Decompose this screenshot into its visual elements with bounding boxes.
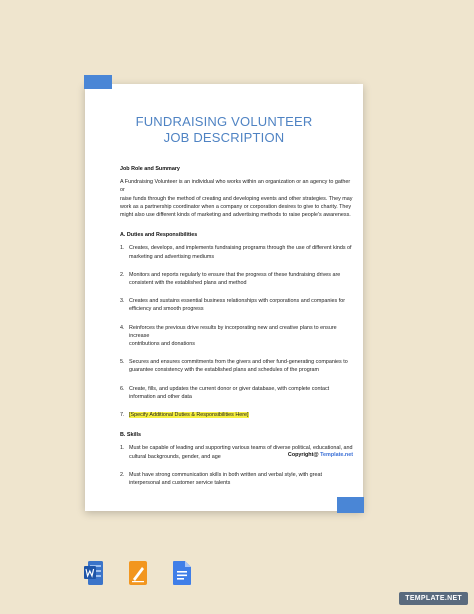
word-icon[interactable] xyxy=(84,560,104,586)
list-number: 4. xyxy=(120,324,125,331)
duty-item xyxy=(120,324,356,349)
summary-line: raise funds through the method of creating and developing events and other strategies. They may xyxy=(120,195,353,202)
duty-item xyxy=(120,297,356,313)
summary-line: A Fundraising Volunteer is an individual who works within an organization or an agency to gather or xyxy=(120,179,351,194)
corner-accent-bottom xyxy=(337,497,364,513)
duty-item xyxy=(120,244,356,260)
duty-item xyxy=(120,385,356,401)
skill-line: interpersonal and customer service talents xyxy=(129,480,231,487)
duty-line: Creates and sustains essential business relationships with corporations and companies for xyxy=(129,298,346,305)
list-number: 3. xyxy=(120,298,125,305)
copyright-label: Copyright@ xyxy=(287,452,319,458)
list-number: 7. xyxy=(120,412,125,419)
watermark-badge: TEMPLATE.NET xyxy=(399,592,468,605)
copyright-line xyxy=(288,452,353,458)
skill-line: Must be capable of leading and supporting various teams of diverse political, educational, and xyxy=(129,445,353,452)
section-b-heading: B. Skills xyxy=(120,432,141,439)
skill-line: Must have strong communication skills in both written and verbal style, with great xyxy=(129,471,322,478)
summary-heading: Job Role and Summary xyxy=(120,166,180,172)
duty-item xyxy=(120,271,356,287)
skill-item xyxy=(120,471,356,487)
duty-line: Reinforces the previous drive results by incorporating new and creative plans to ensure increase xyxy=(129,324,337,339)
duty-line: Create, fills, and updates the current donor or giver database, with complete contact xyxy=(129,385,330,392)
duty-line: Monitors and reports regularly to ensure that the progress of these fundraising drives are xyxy=(129,271,341,278)
duty-item xyxy=(120,411,356,419)
section-a-heading: A. Duties and Responsibilities xyxy=(120,232,198,239)
duty-line: Secures and ensures commitments from the givers and other fund-generating companies to xyxy=(129,359,348,366)
skill-line: cultural backgrounds, gender, and age xyxy=(129,453,221,460)
list-number: 2. xyxy=(120,471,125,478)
pages-icon[interactable] xyxy=(128,560,148,586)
duty-item xyxy=(120,358,356,374)
doc-title-line1: FUNDRAISING VOLUNTEER xyxy=(135,114,313,129)
duty-line: guarantee consistency with the established plans and schedules of the program xyxy=(129,367,319,374)
google-docs-icon[interactable] xyxy=(172,560,192,586)
duty-line: efficiency and smooth progress xyxy=(129,306,204,313)
list-number: 5. xyxy=(120,359,125,366)
doc-title-line2: JOB DESCRIPTION xyxy=(163,130,285,145)
list-number: 2. xyxy=(120,271,125,278)
copyright-brand: Template.net xyxy=(320,452,353,458)
duty-line: information and other data xyxy=(129,393,192,400)
document-page xyxy=(85,84,363,511)
summary-line: work as a partnership coordinator when a company or corporation desires to give to charity. They xyxy=(120,203,352,210)
placeholder-highlight: [Specify Additional Duties & Responsibilities Here] xyxy=(129,412,249,419)
list-number: 6. xyxy=(120,385,125,392)
document-body xyxy=(120,165,356,487)
corner-accent-top xyxy=(84,75,112,89)
list-number: 1. xyxy=(120,245,125,252)
duty-line: contributions and donations xyxy=(129,341,195,348)
duty-line: Creates, develops, and implements fundraising programs through the use of different kinds of xyxy=(129,245,352,252)
summary-line: might also use different kinds of marketing and advertising methods to raise people's awareness. xyxy=(120,212,351,219)
list-number: 1. xyxy=(120,445,125,452)
duty-line: consistent with the established plans and method xyxy=(129,280,247,287)
duty-line: marketing and advertising mediums xyxy=(129,253,215,260)
